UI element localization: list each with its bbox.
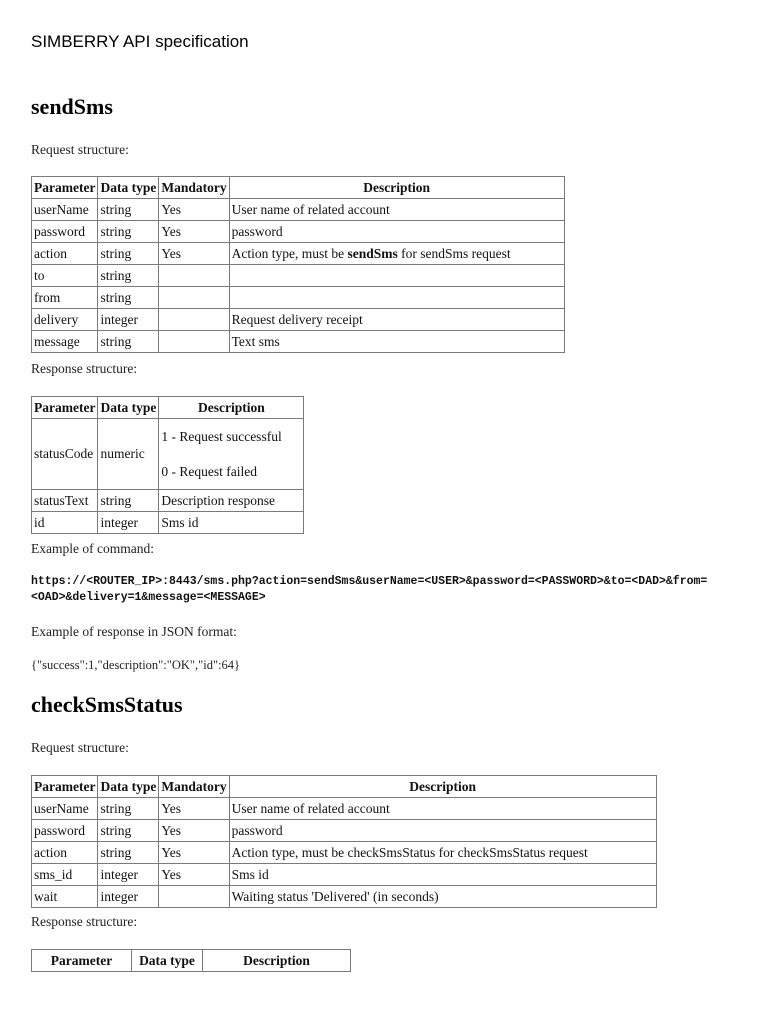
cell-parameter: userName bbox=[32, 199, 98, 221]
sendsms-request-table bbox=[31, 176, 565, 353]
table-row bbox=[32, 419, 304, 490]
cell-mandatory: Yes bbox=[159, 199, 229, 221]
action-desc-suffix: for sendSms request bbox=[397, 245, 511, 261]
table-row bbox=[32, 331, 565, 353]
cell-description: Action type, must be checkSmsStatus for checkSmsStatus request bbox=[229, 842, 656, 864]
cell-description: Sms id bbox=[229, 864, 656, 886]
table-row bbox=[32, 842, 657, 864]
checksmsstatus-response-table bbox=[31, 949, 351, 972]
cell-mandatory: Yes bbox=[159, 864, 229, 886]
column-header-mandatory: Mandatory bbox=[159, 776, 229, 798]
table-row bbox=[32, 886, 657, 908]
table-row bbox=[32, 199, 565, 221]
cell-description bbox=[229, 243, 564, 265]
cell-description bbox=[159, 419, 304, 490]
status-code-success-text: 1 - Request successful bbox=[161, 428, 282, 444]
cell-parameter: statusCode bbox=[32, 419, 98, 490]
cell-parameter: sms_id bbox=[32, 864, 98, 886]
cell-parameter: password bbox=[32, 221, 98, 243]
cell-data-type: string bbox=[98, 243, 159, 265]
column-header-data-type: Data type bbox=[98, 397, 159, 419]
cell-data-type: integer bbox=[98, 886, 159, 908]
document-title: SIMBERRY API specification bbox=[31, 32, 249, 51]
cell-data-type: string bbox=[98, 199, 159, 221]
cell-description: password bbox=[229, 221, 564, 243]
cell-parameter: message bbox=[32, 331, 98, 353]
example-response: {"success":1,"description":"OK","id":64} bbox=[31, 658, 241, 672]
cell-parameter: from bbox=[32, 287, 98, 309]
column-header-description: Description bbox=[203, 950, 351, 972]
cell-mandatory bbox=[159, 309, 229, 331]
example-response-label: Example of response in JSON format: bbox=[31, 624, 237, 639]
column-header-description: Description bbox=[229, 776, 656, 798]
cell-parameter: action bbox=[32, 842, 98, 864]
column-header-mandatory: Mandatory bbox=[159, 177, 229, 199]
column-header-description: Description bbox=[159, 397, 304, 419]
cell-parameter: statusText bbox=[32, 490, 98, 512]
cell-mandatory: Yes bbox=[159, 798, 229, 820]
cell-mandatory: Yes bbox=[159, 221, 229, 243]
checksmsstatus-request-label: Request structure: bbox=[31, 740, 129, 755]
column-header-parameter: Parameter bbox=[32, 776, 98, 798]
cell-description: Description response bbox=[159, 490, 304, 512]
cell-parameter: id bbox=[32, 512, 98, 534]
cell-mandatory bbox=[159, 886, 229, 908]
cell-parameter: action bbox=[32, 243, 98, 265]
table-row bbox=[32, 309, 565, 331]
cell-data-type: string bbox=[98, 331, 159, 353]
cell-mandatory: Yes bbox=[159, 842, 229, 864]
cell-mandatory bbox=[159, 265, 229, 287]
table-row bbox=[32, 864, 657, 886]
cell-mandatory bbox=[159, 287, 229, 309]
cell-description: password bbox=[229, 820, 656, 842]
checksmsstatus-request-table bbox=[31, 775, 657, 908]
status-code-failed-text: 0 - Request failed bbox=[161, 463, 257, 479]
column-header-parameter: Parameter bbox=[32, 177, 98, 199]
cell-data-type: string bbox=[98, 287, 159, 309]
cell-data-type: string bbox=[98, 221, 159, 243]
sendsms-request-label: Request structure: bbox=[31, 142, 129, 157]
cell-data-type: string bbox=[98, 842, 159, 864]
table-header-row bbox=[32, 776, 657, 798]
cell-parameter: password bbox=[32, 820, 98, 842]
cell-description: Sms id bbox=[159, 512, 304, 534]
cell-data-type: integer bbox=[98, 864, 159, 886]
action-desc-prefix: Action type, must be bbox=[231, 245, 348, 261]
cell-data-type: string bbox=[98, 820, 159, 842]
cell-description: User name of related account bbox=[229, 199, 564, 221]
cell-mandatory: Yes bbox=[159, 820, 229, 842]
cell-parameter: delivery bbox=[32, 309, 98, 331]
action-desc-bold: sendSms bbox=[347, 245, 398, 261]
cell-data-type: string bbox=[98, 490, 159, 512]
cell-parameter: userName bbox=[32, 798, 98, 820]
cell-description bbox=[229, 287, 564, 309]
cell-parameter: to bbox=[32, 265, 98, 287]
cell-data-type: integer bbox=[98, 309, 159, 331]
cell-description: Text sms bbox=[229, 331, 564, 353]
table-header-row bbox=[32, 177, 565, 199]
cell-data-type: string bbox=[98, 798, 159, 820]
cell-description bbox=[229, 265, 564, 287]
table-row bbox=[32, 221, 565, 243]
cell-parameter: wait bbox=[32, 886, 98, 908]
column-header-data-type: Data type bbox=[132, 950, 203, 972]
checksmsstatus-response-label: Response structure: bbox=[31, 914, 138, 929]
sendsms-response-label: Response structure: bbox=[31, 361, 138, 376]
table-row bbox=[32, 287, 565, 309]
table-header-row bbox=[32, 397, 304, 419]
cell-description: Request delivery receipt bbox=[229, 309, 564, 331]
sendsms-response-table bbox=[31, 396, 304, 534]
table-header-row bbox=[32, 950, 351, 972]
cell-data-type: numeric bbox=[98, 419, 159, 490]
cell-mandatory bbox=[159, 331, 229, 353]
example-command: https://<ROUTER_IP>:8443/sms.php?action=sendSms&userName=<USER>&password=<PASSWORD>&to=<DAD>&from=<OAD>&delivery=1&message=<MESSAGE> bbox=[31, 575, 708, 604]
cell-mandatory: Yes bbox=[159, 243, 229, 265]
table-row bbox=[32, 265, 565, 287]
table-row bbox=[32, 490, 304, 512]
example-command-label: Example of command: bbox=[31, 541, 154, 556]
table-row bbox=[32, 798, 657, 820]
column-header-parameter: Parameter bbox=[32, 397, 98, 419]
column-header-parameter: Parameter bbox=[32, 950, 132, 972]
column-header-data-type: Data type bbox=[98, 177, 159, 199]
section-heading-checksmsstatus: checkSmsStatus bbox=[31, 692, 183, 717]
table-row bbox=[32, 820, 657, 842]
cell-description: Waiting status 'Delivered' (in seconds) bbox=[229, 886, 656, 908]
table-row bbox=[32, 512, 304, 534]
column-header-description: Description bbox=[229, 177, 564, 199]
table-row bbox=[32, 243, 565, 265]
column-header-data-type: Data type bbox=[98, 776, 159, 798]
cell-data-type: integer bbox=[98, 512, 159, 534]
cell-description: User name of related account bbox=[229, 798, 656, 820]
section-heading-sendsms: sendSms bbox=[31, 94, 113, 119]
cell-data-type: string bbox=[98, 265, 159, 287]
